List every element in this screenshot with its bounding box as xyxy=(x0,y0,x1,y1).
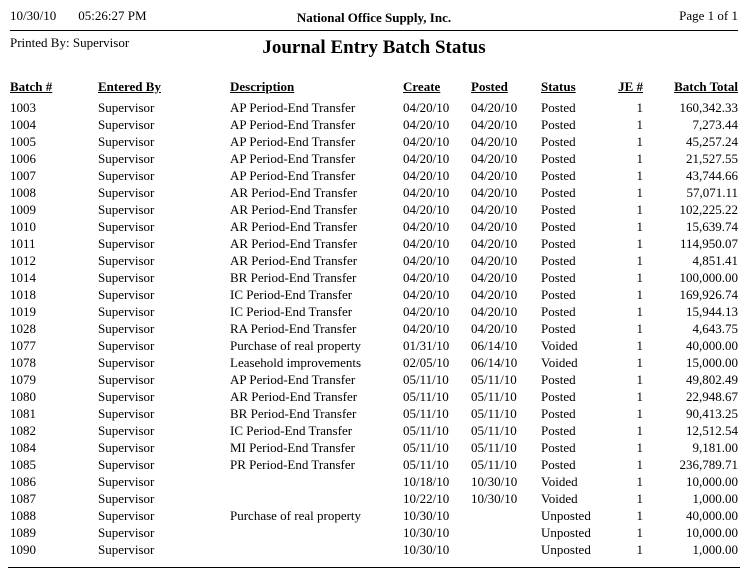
table-cell: 100,000.00 xyxy=(679,270,738,285)
footer-divider xyxy=(8,567,740,568)
table-cell: Posted xyxy=(541,253,576,268)
table-cell: Supervisor xyxy=(98,457,155,472)
table-cell: 1007 xyxy=(10,168,36,183)
table-cell: 04/20/10 xyxy=(403,321,450,336)
table-cell: Posted xyxy=(541,287,576,302)
page-indicator: Page 1 of 1 xyxy=(679,8,738,23)
table-cell: Supervisor xyxy=(98,525,155,540)
table-cell xyxy=(230,541,403,558)
table-cell: Leasehold improvements xyxy=(230,355,362,370)
table-cell: 1 xyxy=(636,270,643,285)
table-cell: 40,000.00 xyxy=(686,508,738,523)
table-cell: 1 xyxy=(636,236,643,251)
table-cell: 1 xyxy=(636,440,643,455)
table-row xyxy=(10,303,738,320)
table-cell: 15,639.74 xyxy=(686,219,738,234)
table-cell: 04/20/10 xyxy=(403,202,450,217)
table-cell: 05/11/10 xyxy=(403,389,449,404)
table-row xyxy=(10,252,738,269)
column-header-create: Create xyxy=(403,79,441,94)
table-cell: 04/20/10 xyxy=(471,117,518,132)
table-cell: Voided xyxy=(541,355,578,370)
table-cell xyxy=(230,490,403,507)
table-cell: 04/20/10 xyxy=(403,117,450,132)
table-cell: 40,000.00 xyxy=(686,338,738,353)
table-cell: 04/20/10 xyxy=(471,219,518,234)
table-cell: Supervisor xyxy=(98,236,155,251)
table-cell: 10,000.00 xyxy=(686,525,738,540)
table-cell: 04/20/10 xyxy=(403,185,450,200)
report-time: 05:26:27 PM xyxy=(78,8,147,23)
table-cell: 4,851.41 xyxy=(692,253,738,268)
table-cell: 10/22/10 xyxy=(403,491,450,506)
table-cell: Posted xyxy=(541,202,576,217)
table-cell: BR Period-End Transfer xyxy=(230,270,357,285)
table-cell: 05/11/10 xyxy=(471,457,517,472)
table-cell: Supervisor xyxy=(98,355,155,370)
table-cell: 1028 xyxy=(10,321,36,336)
table-cell: Supervisor xyxy=(98,100,155,115)
table-cell: 04/20/10 xyxy=(403,219,450,234)
table-cell: 1019 xyxy=(10,304,36,319)
table-row xyxy=(10,388,738,405)
table-cell: 160,342.33 xyxy=(679,100,738,115)
table-cell: 10/30/10 xyxy=(403,508,450,523)
table-row xyxy=(10,354,738,371)
table-cell xyxy=(230,473,403,490)
table-cell: 43,744.66 xyxy=(686,168,738,183)
table-row xyxy=(10,337,738,354)
table-cell: 04/20/10 xyxy=(471,287,518,302)
table-cell: Posted xyxy=(541,236,576,251)
table-cell: BR Period-End Transfer xyxy=(230,406,357,421)
table-cell: 114,950.07 xyxy=(679,236,738,251)
table-row xyxy=(10,99,738,116)
table-cell: Supervisor xyxy=(98,134,155,149)
table-cell: 04/20/10 xyxy=(471,134,518,149)
table-cell: AR Period-End Transfer xyxy=(230,185,358,200)
table-cell: 1 xyxy=(636,542,643,557)
table-cell: Supervisor xyxy=(98,117,155,132)
table-cell: 05/11/10 xyxy=(471,440,517,455)
table-cell: 04/20/10 xyxy=(403,134,450,149)
table-cell: Supervisor xyxy=(98,287,155,302)
table-cell xyxy=(230,524,403,541)
table-row xyxy=(10,116,738,133)
table-cell: 1 xyxy=(636,355,643,370)
table-cell: AP Period-End Transfer xyxy=(230,117,356,132)
table-cell: 1006 xyxy=(10,151,36,166)
table-cell: Supervisor xyxy=(98,406,155,421)
table-cell: Supervisor xyxy=(98,253,155,268)
table-cell: 1078 xyxy=(10,355,36,370)
column-header-description: Description xyxy=(230,79,295,94)
table-cell: 1 xyxy=(636,525,643,540)
table-cell: 1087 xyxy=(10,491,36,506)
table-cell: IC Period-End Transfer xyxy=(230,287,353,302)
table-cell: 4,643.75 xyxy=(692,321,738,336)
table-cell: Supervisor xyxy=(98,508,155,523)
table-cell: 04/20/10 xyxy=(471,202,518,217)
table-cell: Supervisor xyxy=(98,219,155,234)
table-cell: 1 xyxy=(636,151,643,166)
column-header-posted: Posted xyxy=(471,79,508,94)
table-cell: 1090 xyxy=(10,542,36,557)
table-row xyxy=(10,167,738,184)
table-cell: Posted xyxy=(541,440,576,455)
table-cell: Supervisor xyxy=(98,474,155,489)
table-cell: 1005 xyxy=(10,134,36,149)
table-cell: PR Period-End Transfer xyxy=(230,457,355,472)
table-body xyxy=(10,99,738,558)
table-cell: 1 xyxy=(636,100,643,115)
table-cell: 1077 xyxy=(10,338,36,353)
table-cell: 1 xyxy=(636,423,643,438)
table-cell: Voided xyxy=(541,474,578,489)
table-cell: 04/20/10 xyxy=(403,151,450,166)
table-cell: 05/11/10 xyxy=(403,372,449,387)
table-row xyxy=(10,422,738,439)
table-row xyxy=(10,439,738,456)
table-cell xyxy=(471,541,541,558)
table-cell: AP Period-End Transfer xyxy=(230,100,356,115)
table-row xyxy=(10,371,738,388)
printed-by: Printed By: Supervisor xyxy=(10,35,130,50)
table-cell: 04/20/10 xyxy=(403,287,450,302)
table-cell xyxy=(471,524,541,541)
table-cell: 22,948.67 xyxy=(686,389,738,404)
table-cell: 04/20/10 xyxy=(403,253,450,268)
table-cell: Supervisor xyxy=(98,270,155,285)
table-cell: 1011 xyxy=(10,236,36,251)
table-cell: 1084 xyxy=(10,440,36,455)
table-cell: 1009 xyxy=(10,202,36,217)
table-cell: 05/11/10 xyxy=(471,372,517,387)
table-cell: Supervisor xyxy=(98,440,155,455)
company-name: National Office Supply, Inc. xyxy=(296,10,452,25)
table-cell: 04/20/10 xyxy=(471,321,518,336)
table-cell: 04/20/10 xyxy=(403,304,450,319)
table-cell: Voided xyxy=(541,338,578,353)
table-cell: 04/20/10 xyxy=(471,270,518,285)
table-cell: Supervisor xyxy=(98,491,155,506)
table-cell: Supervisor xyxy=(98,338,155,353)
column-header-batch-total: Batch Total xyxy=(674,79,738,94)
table-row xyxy=(10,201,738,218)
table-cell: 04/20/10 xyxy=(471,168,518,183)
header-divider xyxy=(10,30,738,31)
table-cell: 45,257.24 xyxy=(686,134,738,149)
table-cell: 1 xyxy=(636,389,643,404)
table-cell: Posted xyxy=(541,270,576,285)
table-cell: 1 xyxy=(636,304,643,319)
table-cell: 12,512.54 xyxy=(686,423,738,438)
table-cell: Supervisor xyxy=(98,151,155,166)
table-row xyxy=(10,150,738,167)
table-cell: AR Period-End Transfer xyxy=(230,389,358,404)
table-cell: 236,789.71 xyxy=(679,457,738,472)
table-cell: 05/11/10 xyxy=(471,406,517,421)
table-cell: Supervisor xyxy=(98,542,155,557)
table-cell: 05/11/10 xyxy=(403,457,449,472)
table-row xyxy=(10,490,738,507)
table-row xyxy=(10,320,738,337)
table-cell: 05/11/10 xyxy=(403,423,449,438)
table-cell: 05/11/10 xyxy=(471,389,517,404)
table-cell: Supervisor xyxy=(98,168,155,183)
table-cell: Supervisor xyxy=(98,389,155,404)
table-cell: 04/20/10 xyxy=(471,304,518,319)
table-row xyxy=(10,405,738,422)
table-cell: Posted xyxy=(541,423,576,438)
table-cell: Posted xyxy=(541,372,576,387)
table-cell: 06/14/10 xyxy=(471,338,518,353)
table-cell: 1010 xyxy=(10,219,36,234)
table-cell: 04/20/10 xyxy=(471,151,518,166)
table-cell: 1 xyxy=(636,457,643,472)
table-cell: Posted xyxy=(541,100,576,115)
table-cell: 04/20/10 xyxy=(403,168,450,183)
table-cell: 04/20/10 xyxy=(471,100,518,115)
column-header-je: JE # xyxy=(618,79,643,94)
table-cell: 15,944.13 xyxy=(686,304,738,319)
table-cell: AR Period-End Transfer xyxy=(230,202,358,217)
table-cell: 06/14/10 xyxy=(471,355,518,370)
table-cell: 01/31/10 xyxy=(403,338,450,353)
table-cell: 1 xyxy=(636,338,643,353)
table-cell: Posted xyxy=(541,457,576,472)
table-cell: 7,273.44 xyxy=(692,117,738,132)
table-cell: 1086 xyxy=(10,474,36,489)
table-cell: 1 xyxy=(636,508,643,523)
table-cell: 10/30/10 xyxy=(403,542,450,557)
table-cell: 1080 xyxy=(10,389,36,404)
table-cell: AP Period-End Transfer xyxy=(230,372,356,387)
table-cell xyxy=(471,507,541,524)
table-cell: MI Period-End Transfer xyxy=(230,440,355,455)
table-cell: 04/20/10 xyxy=(471,236,518,251)
table-cell: 1 xyxy=(636,134,643,149)
table-header xyxy=(10,79,738,99)
table-cell: 1,000.00 xyxy=(692,491,738,506)
table-row xyxy=(10,456,738,473)
table-cell: Supervisor xyxy=(98,202,155,217)
table-row xyxy=(10,235,738,252)
table-cell: 21,527.55 xyxy=(686,151,738,166)
table-cell: 1 xyxy=(636,372,643,387)
table-cell: 1 xyxy=(636,185,643,200)
table-cell: 169,926.74 xyxy=(679,287,738,302)
table-cell: 1018 xyxy=(10,287,36,302)
table-cell: 1 xyxy=(636,491,643,506)
table-cell: 102,225.22 xyxy=(679,202,738,217)
table-cell: Purchase of real property xyxy=(230,508,362,523)
table-cell: Posted xyxy=(541,151,576,166)
table-cell: Posted xyxy=(541,117,576,132)
table-cell: AR Period-End Transfer xyxy=(230,219,358,234)
table-cell: Posted xyxy=(541,185,576,200)
report-date: 10/30/10 xyxy=(10,8,57,23)
table-cell: Purchase of real property xyxy=(230,338,362,353)
table-cell: 1089 xyxy=(10,525,36,540)
column-header-batch: Batch # xyxy=(10,79,53,94)
table-cell: IC Period-End Transfer xyxy=(230,304,353,319)
column-header-status: Status xyxy=(541,79,576,94)
table-cell: Unposted xyxy=(541,508,591,523)
table-cell: 1 xyxy=(636,117,643,132)
table-row xyxy=(10,218,738,235)
table-cell: 04/20/10 xyxy=(471,185,518,200)
table-row xyxy=(10,541,738,558)
table-cell: 1082 xyxy=(10,423,36,438)
table-row xyxy=(10,133,738,150)
table-cell: 1 xyxy=(636,406,643,421)
table-cell: 9,181.00 xyxy=(692,440,738,455)
table-cell: Posted xyxy=(541,321,576,336)
table-cell: 1 xyxy=(636,253,643,268)
report-header-top xyxy=(10,8,738,26)
table-cell: AP Period-End Transfer xyxy=(230,134,356,149)
table-cell: 10/30/10 xyxy=(471,474,518,489)
table-cell: 1004 xyxy=(10,117,36,132)
table-row xyxy=(10,286,738,303)
table-cell: AR Period-End Transfer xyxy=(230,236,358,251)
table-cell: Supervisor xyxy=(98,423,155,438)
table-cell: IC Period-End Transfer xyxy=(230,423,353,438)
table-cell: 10/30/10 xyxy=(403,525,450,540)
table-cell: Posted xyxy=(541,219,576,234)
batch-status-table xyxy=(10,79,738,558)
table-cell: 04/20/10 xyxy=(471,253,518,268)
table-row xyxy=(10,473,738,490)
table-cell: 10/18/10 xyxy=(403,474,450,489)
table-cell: Posted xyxy=(541,134,576,149)
table-cell: 1014 xyxy=(10,270,36,285)
table-cell: 04/20/10 xyxy=(403,270,450,285)
table-cell: 1 xyxy=(636,168,643,183)
table-row xyxy=(10,524,738,541)
report-header-second xyxy=(10,33,738,67)
table-row xyxy=(10,507,738,524)
table-cell: 1 xyxy=(636,287,643,302)
table-cell: 05/11/10 xyxy=(471,423,517,438)
table-cell: 49,802.49 xyxy=(686,372,738,387)
table-cell: AR Period-End Transfer xyxy=(230,253,358,268)
table-cell: 1003 xyxy=(10,100,36,115)
table-cell: 1079 xyxy=(10,372,36,387)
table-cell: 1085 xyxy=(10,457,36,472)
table-cell: 05/11/10 xyxy=(403,440,449,455)
table-cell: Supervisor xyxy=(98,185,155,200)
table-cell: 05/11/10 xyxy=(403,406,449,421)
table-cell: 1012 xyxy=(10,253,36,268)
table-cell: 1 xyxy=(636,202,643,217)
table-cell: 1088 xyxy=(10,508,36,523)
table-cell: 1081 xyxy=(10,406,36,421)
table-cell: Unposted xyxy=(541,542,591,557)
table-cell: 1 xyxy=(636,219,643,234)
table-row xyxy=(10,269,738,286)
table-cell: 04/20/10 xyxy=(403,236,450,251)
table-row xyxy=(10,184,738,201)
table-cell: 57,071.11 xyxy=(686,185,738,200)
table-cell: Supervisor xyxy=(98,321,155,336)
table-cell: 1,000.00 xyxy=(692,542,738,557)
table-cell: Posted xyxy=(541,304,576,319)
table-cell: RA Period-End Transfer xyxy=(230,321,357,336)
table-cell: Posted xyxy=(541,389,576,404)
table-cell: 10/30/10 xyxy=(471,491,518,506)
table-cell: Posted xyxy=(541,168,576,183)
report-title: Journal Entry Batch Status xyxy=(262,37,486,58)
table-header-row xyxy=(10,79,738,99)
table-cell: 15,000.00 xyxy=(686,355,738,370)
table-cell: AP Period-End Transfer xyxy=(230,151,356,166)
table-cell: 1 xyxy=(636,474,643,489)
table-cell: Voided xyxy=(541,491,578,506)
table-cell: Posted xyxy=(541,406,576,421)
table-cell: 04/20/10 xyxy=(403,100,450,115)
table-cell: 90,413.25 xyxy=(686,406,738,421)
table-cell: 1008 xyxy=(10,185,36,200)
table-cell: Unposted xyxy=(541,525,591,540)
table-cell: AP Period-End Transfer xyxy=(230,168,356,183)
table-cell: Supervisor xyxy=(98,304,155,319)
table-cell: 1 xyxy=(636,321,643,336)
table-cell: Supervisor xyxy=(98,372,155,387)
table-cell: 02/05/10 xyxy=(403,355,450,370)
table-cell: 10,000.00 xyxy=(686,474,738,489)
column-header-entered-by: Entered By xyxy=(98,79,161,94)
